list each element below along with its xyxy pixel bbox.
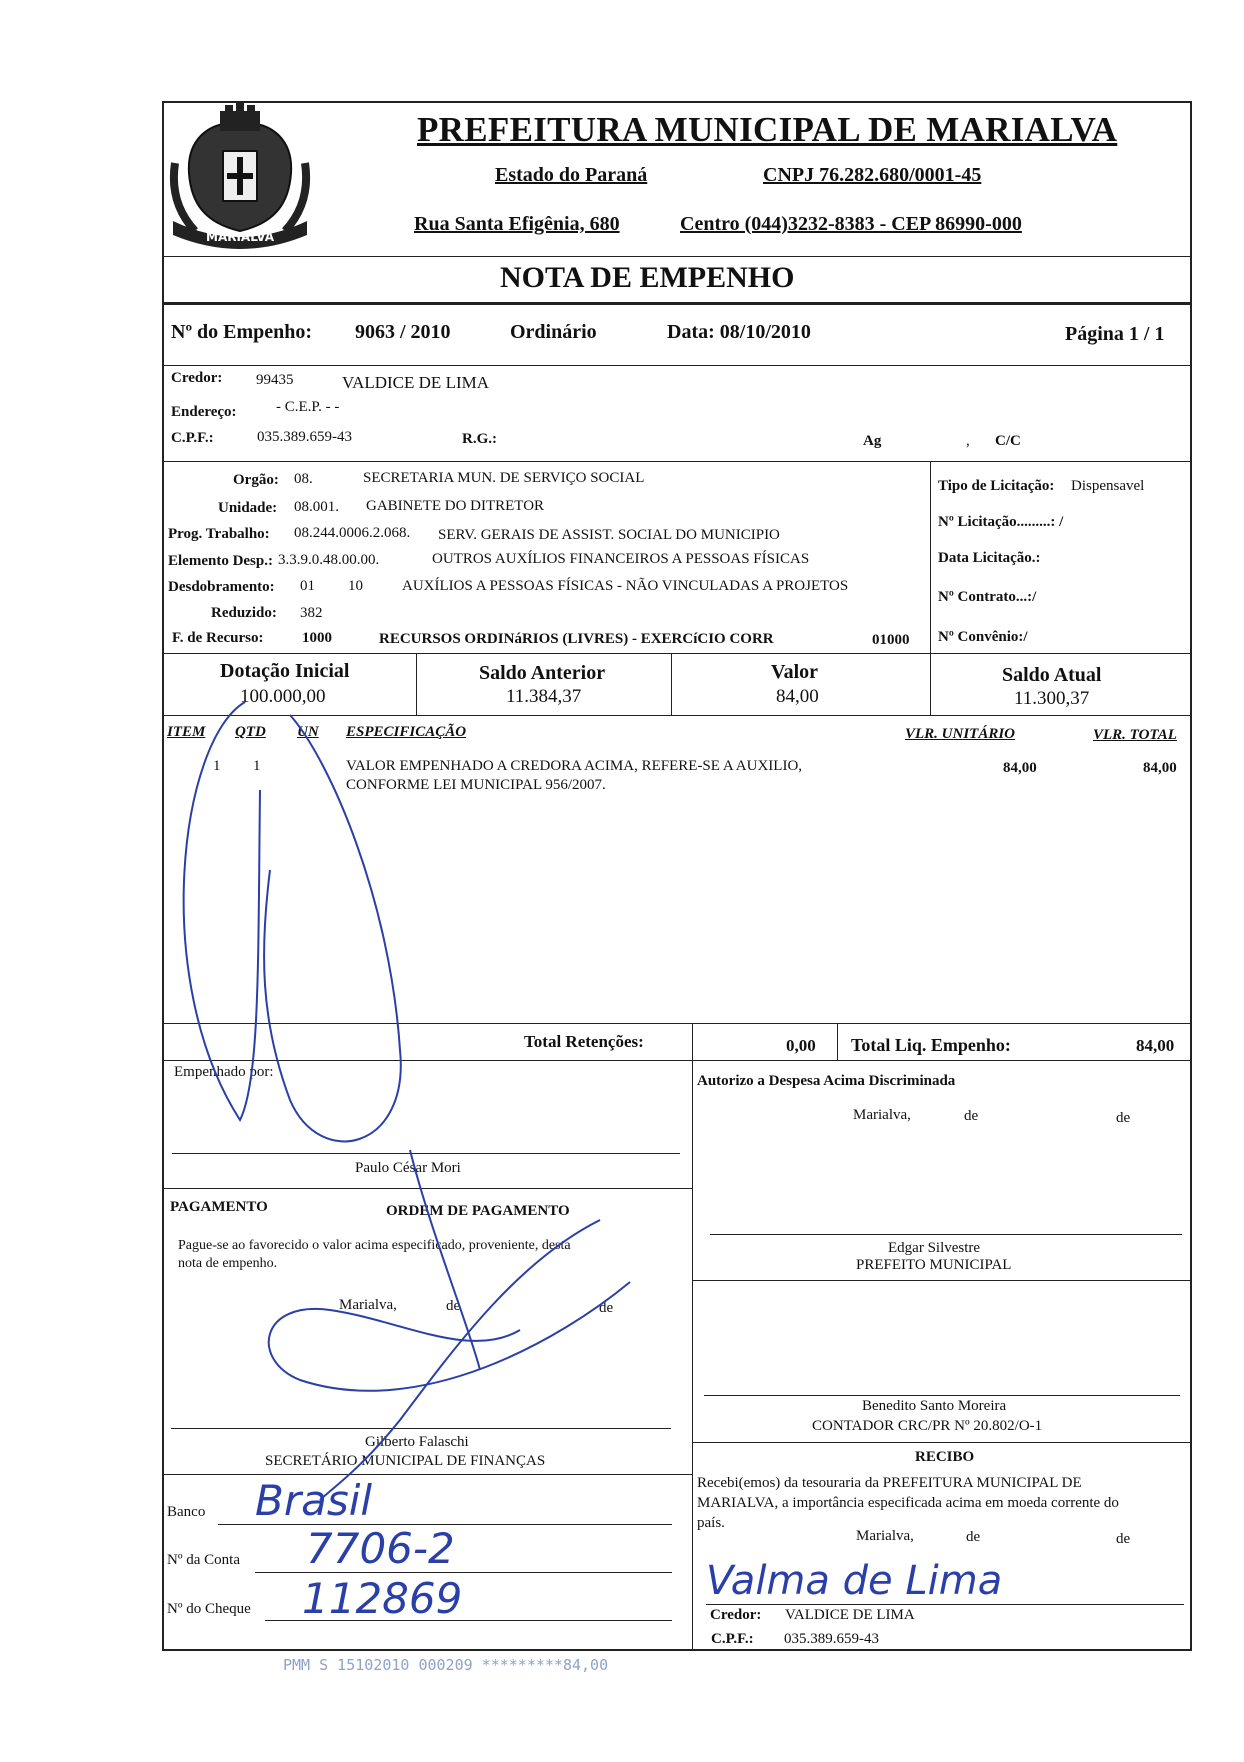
desdobramento-name: AUXÍLIOS A PESSOAS FÍSICAS - NÃO VINCULADAS A PROJETOS (402, 578, 849, 594)
item-qty: 1 (253, 758, 261, 774)
col-qtd: QTD (235, 724, 266, 740)
credor-code: 99435 (256, 372, 294, 388)
recibo-title: RECIBO (915, 1449, 975, 1465)
elemento-code: 3.3.9.0.48.00.00. (278, 552, 380, 568)
cc-separator: , (966, 433, 970, 449)
item-unit-value: 84,00 (1003, 760, 1037, 776)
empenho-date: Data: 08/10/2010 (667, 321, 811, 343)
pagamento-label: PAGAMENTO (170, 1199, 268, 1215)
conta-handwritten: 7706-2 (306, 1524, 455, 1573)
divider (162, 365, 1192, 366)
dotacao-value: 100.000,00 (240, 686, 326, 707)
total-liquido-label: Total Liq. Empenho: (851, 1035, 1011, 1055)
recibo-cpf-label: C.P.F.: (711, 1631, 754, 1647)
total-liquido-value: 84,00 (1136, 1036, 1175, 1055)
cnpj-label: CNPJ 76.282.680/0001-45 (763, 164, 982, 186)
valor-value: 84,00 (776, 686, 819, 707)
cheque-handwritten: 112869 (302, 1574, 463, 1623)
contador-role: CONTADOR CRC/PR Nº 20.802/O-1 (812, 1418, 1043, 1434)
address-label: Rua Santa Efigênia, 680 (414, 213, 620, 235)
ag-label: Ag (863, 433, 882, 449)
pagamento-text-line1: Pague-se ao favorecido o valor acima especificado, proveniente, desta (178, 1238, 571, 1253)
dotacao-label: Dotação Inicial (220, 660, 350, 682)
cpf-value: 035.389.659-43 (257, 429, 352, 445)
data-licitacao: Data Licitação.: (938, 550, 1041, 566)
recipient-signature: Valma de Lima (706, 1558, 1003, 1604)
recurso-label: F. de Recurso: (172, 630, 264, 646)
unidade-code: 08.001. (294, 499, 339, 515)
recibo-city: Marialva, (856, 1528, 914, 1544)
prefeito-name: Edgar Silvestre (888, 1240, 981, 1256)
rg-label: R.G.: (462, 431, 497, 447)
orgao-code: 08. (294, 471, 313, 487)
col-item: ITEM (167, 724, 206, 740)
contact-label: Centro (044)3232-8383 - CEP 86990-000 (680, 213, 1022, 235)
empenhado-label: Empenhado por: (174, 1064, 274, 1080)
saldo-anterior-label: Saldo Anterior (479, 662, 606, 684)
elemento-label: Elemento Desp.: (168, 553, 273, 569)
recibo-line3: país. (697, 1515, 725, 1531)
unidade-label: Unidade: (218, 500, 278, 516)
recibo-line2: MARIALVA, a importância especificada acima em moeda corrente do (697, 1495, 1119, 1511)
desdobramento-label: Desdobramento: (168, 579, 275, 595)
pagamento-city: Marialva, (339, 1297, 397, 1313)
prog-label: Prog. Trabalho: (168, 526, 270, 542)
pagamento-de2: de (599, 1300, 614, 1316)
signature-line (171, 1428, 671, 1429)
ordem-pagamento-label: ORDEM DE PAGAMENTO (386, 1203, 570, 1219)
tipo-licitacao-value: Dispensavel (1071, 478, 1145, 494)
autorizo-label: Autorizo a Despesa Acima Discriminada (697, 1073, 956, 1089)
divider (692, 1060, 693, 1651)
divider (671, 653, 672, 715)
desdobramento-a: 01 (300, 578, 315, 594)
credor-name: VALDICE DE LIMA (342, 373, 490, 392)
total-retencoes-label: Total Retenções: (524, 1032, 644, 1051)
recibo-line1: Recebi(emos) da tesouraria da PREFEITURA MUNICIPAL DE (697, 1475, 1082, 1491)
banco-handwritten: Brasil (255, 1476, 373, 1525)
endereco-label: Endereço: (171, 404, 237, 420)
page-number: Página 1 / 1 (1065, 323, 1165, 345)
pagamento-de1: de (446, 1298, 461, 1314)
divider (162, 461, 1192, 462)
prefeito-role: PREFEITO MUNICIPAL (856, 1257, 1012, 1273)
divider (162, 1188, 692, 1189)
divider (162, 302, 1192, 305)
item-number: 1 (213, 758, 221, 774)
numero-contrato: Nº Contrato...:/ (938, 589, 1037, 605)
orgao-name: SECRETARIA MUN. DE SERVIÇO SOCIAL (363, 470, 645, 486)
numero-licitacao: Nº Licitação.........: / (938, 514, 1064, 530)
state-label: Estado do Paraná (495, 164, 648, 186)
prog-name: SERV. GERAIS DE ASSIST. SOCIAL DO MUNICIPIO (438, 527, 780, 543)
divider (162, 653, 1192, 654)
divider (930, 461, 931, 653)
doc-title: NOTA DE EMPENHO (500, 261, 795, 294)
recurso-code: 1000 (302, 630, 332, 646)
col-vlr-unitario: VLR. UNITÁRIO (905, 726, 1016, 742)
recibo-de1: de (966, 1529, 981, 1545)
recibo-credor-label: Credor: (710, 1607, 762, 1623)
item-total-value: 84,00 (1143, 760, 1177, 776)
saldo-atual-label: Saldo Atual (1002, 664, 1102, 686)
divider (416, 653, 417, 715)
signature-line (710, 1234, 1182, 1235)
unidade-name: GABINETE DO DITRETOR (366, 498, 545, 514)
saldo-atual-value: 11.300,37 (1014, 688, 1090, 709)
valor-label: Valor (771, 661, 819, 683)
credor-label: Credor: (171, 370, 223, 386)
col-un: UN (297, 724, 319, 740)
autorizo-de1: de (964, 1108, 979, 1124)
secretario-role: SECRETÁRIO MUNICIPAL DE FINANÇAS (265, 1453, 546, 1469)
svg-text:MARIALVA: MARIALVA (206, 230, 274, 244)
tipo-licitacao-label: Tipo de Licitação: (938, 478, 1055, 494)
divider (692, 1280, 1192, 1281)
reduzido-value: 382 (300, 605, 323, 621)
desdobramento-b: 10 (348, 578, 363, 594)
coat-of-arms-icon (165, 103, 315, 251)
divider (162, 1474, 692, 1475)
cpf-label: C.P.F.: (171, 430, 214, 446)
col-vlr-total: VLR. TOTAL (1093, 727, 1177, 743)
total-retencoes-value: 0,00 (786, 1036, 816, 1055)
empenhado-name: Paulo César Mori (355, 1160, 461, 1176)
recibo-de2: de (1116, 1531, 1131, 1547)
divider (162, 1060, 1192, 1061)
item-desc-line1: VALOR EMPENHADO A CREDORA ACIMA, REFERE-SE A AUXILIO, (346, 758, 803, 774)
empenho-number: 9063 / 2010 (355, 321, 451, 343)
conta-label: Nº da Conta (167, 1552, 240, 1568)
col-especificacao: ESPECIFICAÇÃO (346, 724, 467, 740)
saldo-anterior-value: 11.384,37 (506, 686, 582, 707)
divider (162, 256, 1192, 257)
divider (930, 653, 931, 715)
orgao-label: Orgão: (233, 472, 279, 488)
recibo-cpf-value: 035.389.659-43 (784, 1631, 879, 1647)
secretario-name: Gilberto Falaschi (365, 1434, 469, 1450)
empenho-type: Ordinário (510, 321, 597, 343)
contador-name: Benedito Santo Moreira (862, 1398, 1007, 1414)
elemento-name: OUTROS AUXÍLIOS FINANCEIROS A PESSOAS FÍSICAS (432, 551, 810, 567)
divider (162, 1023, 1192, 1024)
empenho-label: Nº do Empenho: (171, 321, 313, 343)
divider (837, 1023, 838, 1060)
autorizo-de2: de (1116, 1110, 1131, 1126)
prog-code: 08.244.0006.2.068. (294, 525, 411, 541)
autorizo-city: Marialva, (853, 1107, 911, 1123)
recurso-name: RECURSOS ORDINáRIOS (LIVRES) - EXERCíCIO CORR (379, 631, 774, 647)
signature-line (704, 1395, 1180, 1396)
divider (162, 715, 1192, 716)
municipality-title: PREFEITURA MUNICIPAL DE MARIALVA (417, 110, 1118, 149)
endereco-value: - C.E.P. - - (276, 399, 340, 415)
signature-line (706, 1604, 1184, 1605)
signature-line (172, 1153, 680, 1154)
cheque-label: Nº do Cheque (167, 1601, 251, 1617)
item-desc-line2: CONFORME LEI MUNICIPAL 956/2007. (346, 777, 606, 793)
recibo-credor-name: VALDICE DE LIMA (785, 1607, 915, 1623)
reduzido-label: Reduzido: (211, 605, 277, 621)
banco-label: Banco (167, 1504, 206, 1520)
divider (692, 1023, 693, 1060)
recurso-code2: 01000 (872, 632, 910, 648)
divider (692, 1442, 1192, 1443)
validation-stamp: PMM S 15102010 000209 *********84,00 (283, 1656, 609, 1674)
numero-convenio: Nº Convênio:/ (938, 629, 1028, 645)
pagamento-text-line2: nota de empenho. (178, 1256, 278, 1271)
cc-label: C/C (995, 433, 1021, 449)
